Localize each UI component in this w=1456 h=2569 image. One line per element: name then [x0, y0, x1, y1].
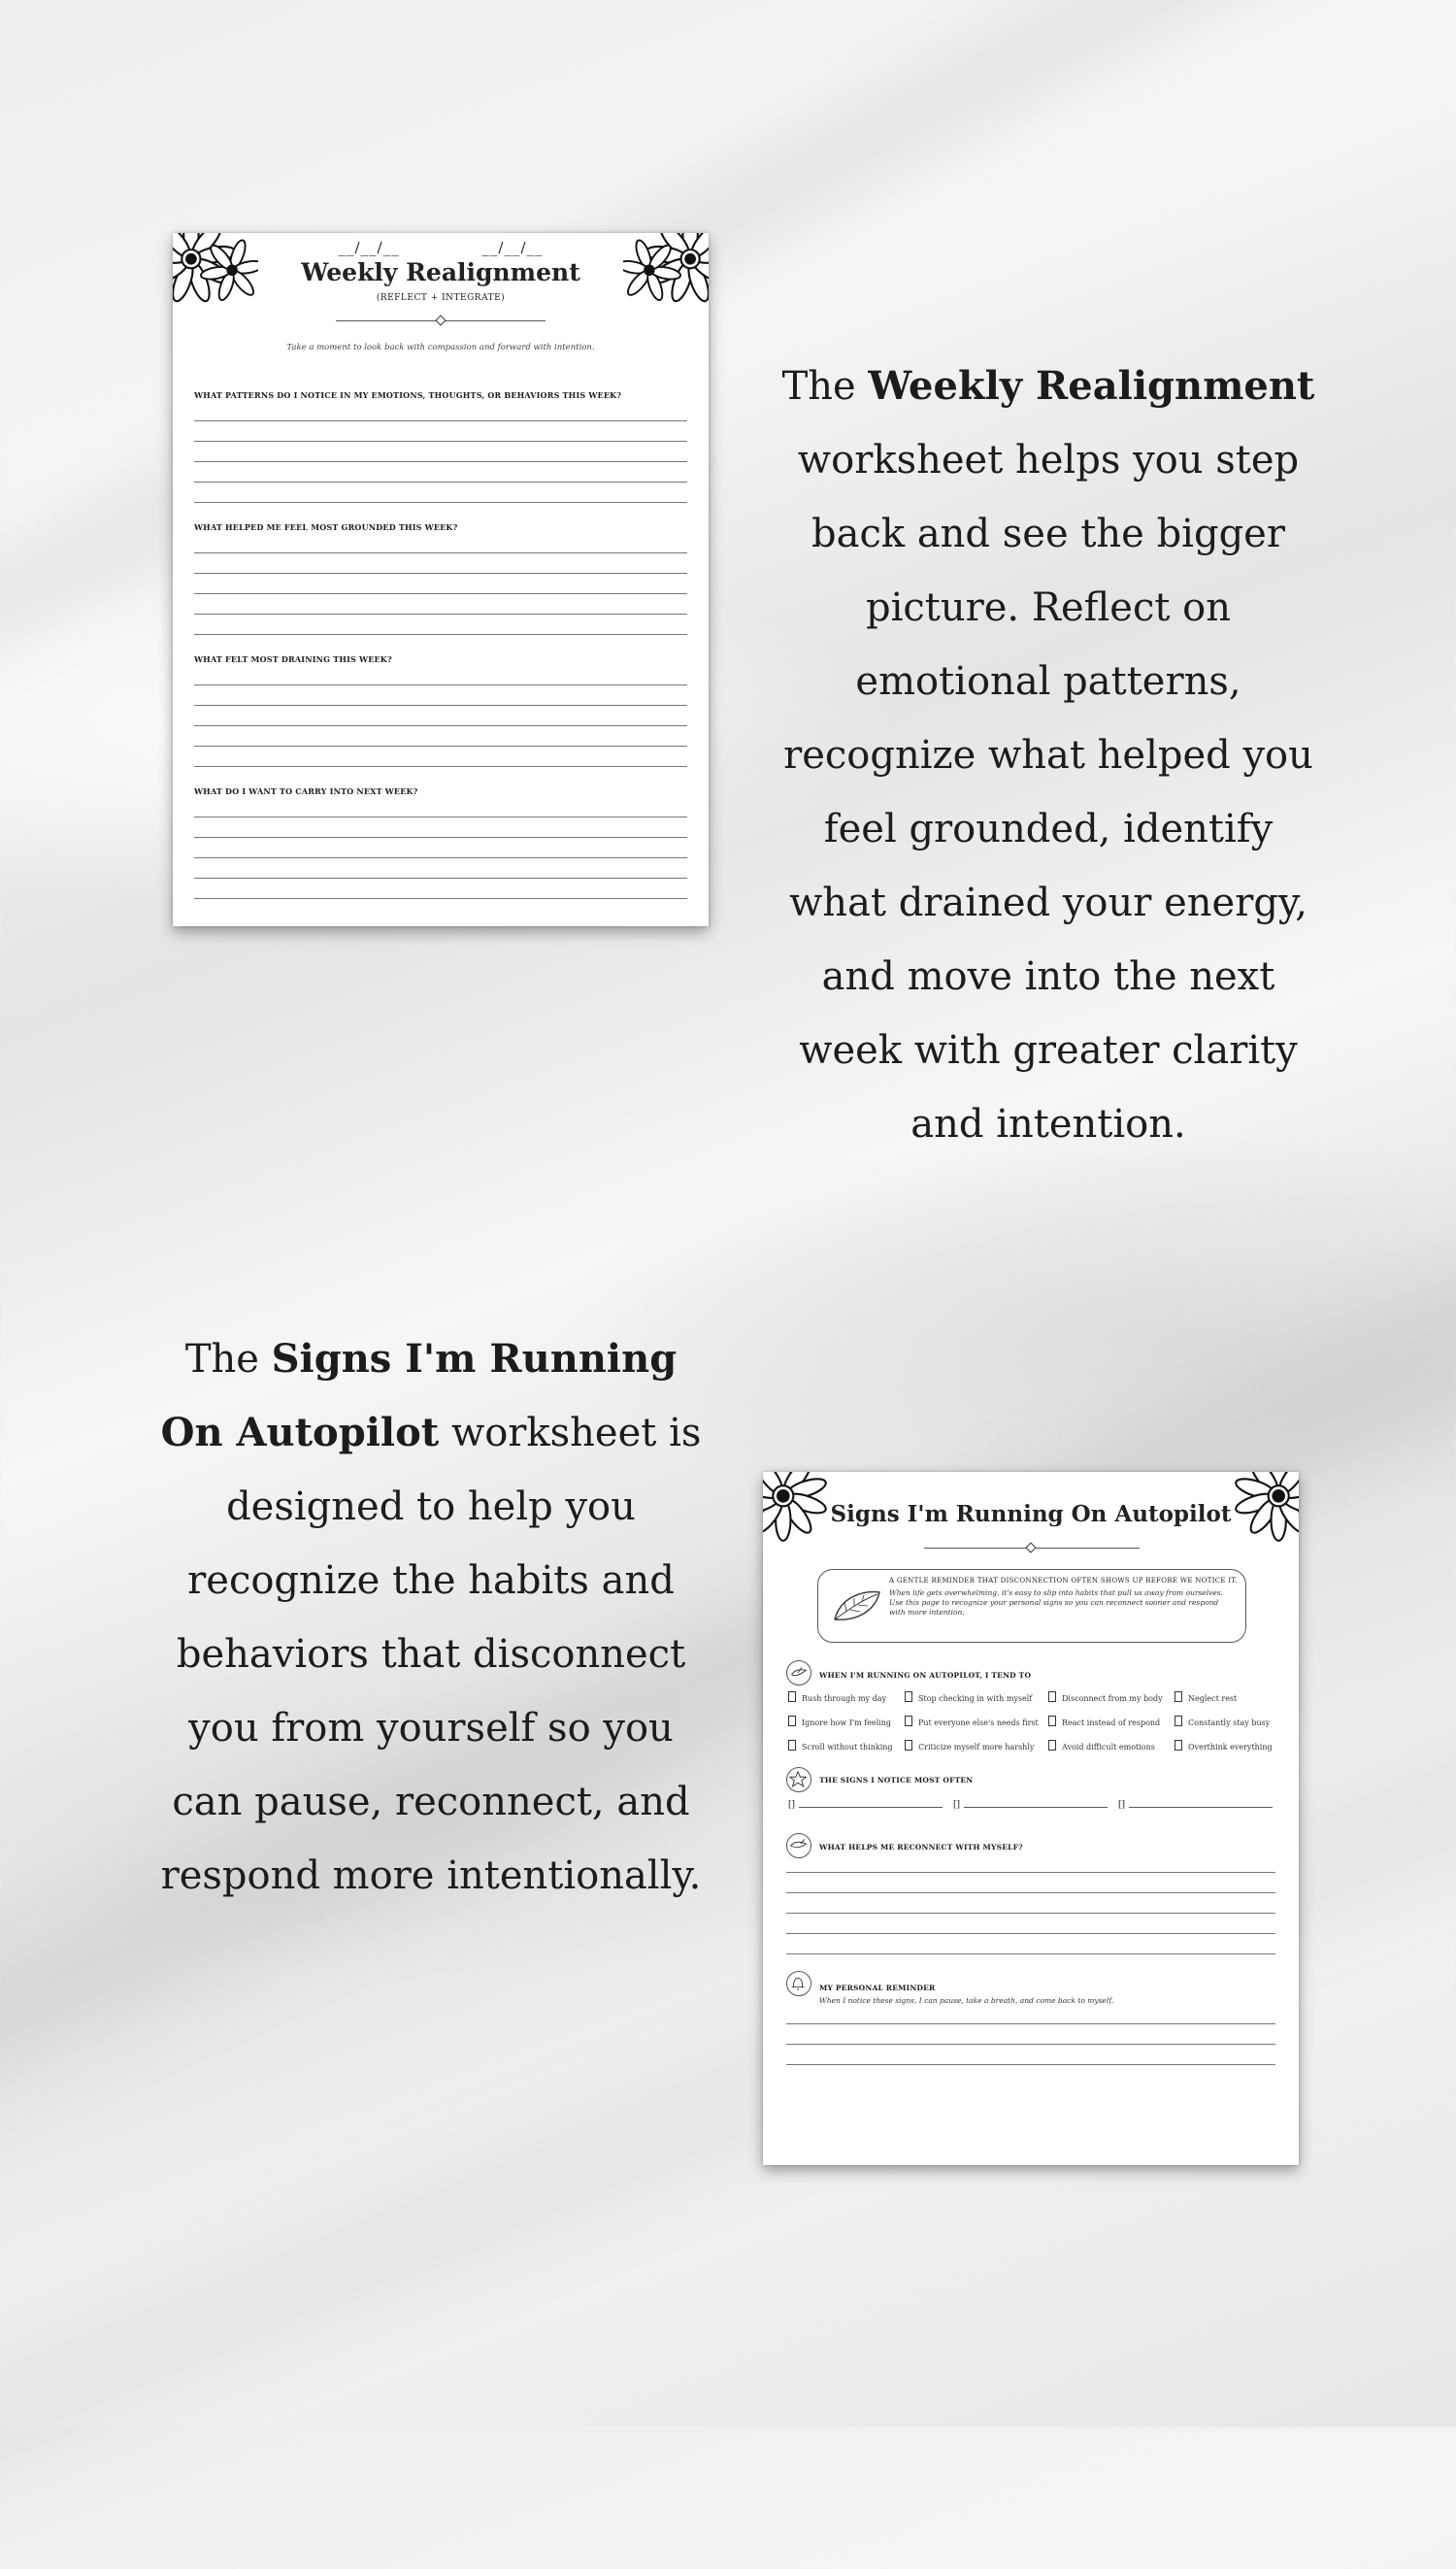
section-heading: THE SIGNS I NOTICE MOST OFTEN — [819, 1776, 974, 1785]
blank-line[interactable] — [799, 1807, 943, 1808]
checklist-label: Neglect rest — [1188, 1694, 1238, 1703]
bird-icon — [786, 1660, 811, 1685]
sign-checkbox[interactable]: [] — [953, 1800, 961, 1810]
checklist-item[interactable] — [1048, 1716, 1160, 1727]
sign-checkbox[interactable]: [] — [1118, 1800, 1126, 1810]
checklist-label: Scroll without thinking — [802, 1743, 893, 1752]
checkbox[interactable] — [1175, 1740, 1182, 1751]
checklist-label: Disconnect from my body — [1062, 1694, 1163, 1703]
leaf-icon — [831, 1586, 883, 1625]
writing-line[interactable] — [194, 766, 687, 767]
checklist-label: Overthink everything — [1188, 1743, 1273, 1752]
checklist-item[interactable] — [1175, 1716, 1270, 1727]
checklist-item[interactable] — [788, 1740, 893, 1752]
checkbox[interactable] — [905, 1691, 912, 1702]
question-label: WHAT HELPED ME FEEL MOST GROUNDED THIS WEEK? — [194, 522, 458, 532]
description-text: worksheet is designed to help you recognize the habits and behaviors that disconnect you from yourself so you can pause, reconnect, and respond more intentionally. — [160, 1411, 702, 1898]
blank-line[interactable] — [1129, 1807, 1273, 1808]
checklist-label: Put everyone else's needs first — [918, 1718, 1039, 1727]
writing-line[interactable] — [194, 705, 687, 706]
checklist-label: Rush through my day — [802, 1694, 887, 1703]
checklist-item[interactable] — [1048, 1691, 1163, 1703]
writing-line[interactable] — [194, 857, 687, 858]
checklist-item[interactable] — [1048, 1740, 1155, 1752]
writing-line[interactable] — [786, 2044, 1275, 2045]
worksheet-title: Weekly Realignment — [301, 258, 580, 286]
writing-line[interactable] — [194, 502, 687, 503]
section-heading: WHEN I'M RUNNING ON AUTOPILOT, I TEND TO — [819, 1671, 1032, 1680]
diamond-ornament-icon — [1025, 1542, 1036, 1552]
section-heading: WHAT HELPS ME RECONNECT WITH MYSELF? — [819, 1843, 1023, 1852]
checklist-item[interactable] — [905, 1740, 1034, 1752]
checklist-item[interactable] — [905, 1691, 1032, 1703]
question-label: WHAT PATTERNS DO I NOTICE IN MY EMOTIONS, THOUGHTS, OR BEHAVIORS THIS WEEK? — [194, 390, 622, 400]
writing-line[interactable] — [194, 441, 687, 442]
diamond-ornament-icon — [435, 315, 446, 325]
checkbox[interactable] — [788, 1716, 796, 1726]
date-field: __/__/__ — [481, 239, 544, 256]
writing-line[interactable] — [786, 1913, 1275, 1914]
writing-line[interactable] — [786, 1953, 1275, 1954]
star-icon — [786, 1767, 811, 1792]
checklist-item[interactable] — [905, 1716, 1039, 1727]
checkbox[interactable] — [788, 1740, 796, 1751]
checklist-label: Criticize myself more harshly — [918, 1743, 1035, 1752]
writing-line[interactable] — [786, 1872, 1275, 1873]
writing-line[interactable] — [194, 837, 687, 838]
checklist-item[interactable] — [1175, 1740, 1273, 1752]
question-label: WHAT FELT MOST DRAINING THIS WEEK? — [194, 654, 392, 664]
blank-line[interactable] — [964, 1807, 1108, 1808]
question-label: WHAT DO I WANT TO CARRY INTO NEXT WEEK? — [194, 786, 418, 796]
sign-entry[interactable] — [953, 1800, 1108, 1810]
writing-line[interactable] — [194, 746, 687, 747]
date-field: __/__/__ — [338, 239, 400, 256]
writing-line[interactable] — [194, 725, 687, 726]
checkbox[interactable] — [1048, 1740, 1056, 1751]
writing-line[interactable] — [194, 898, 687, 899]
writing-line[interactable] — [194, 482, 687, 483]
description-prefix: The — [781, 364, 869, 409]
worksheet-intro: Take a moment to look back with compassion and forward with intention. — [286, 343, 595, 352]
checkbox[interactable] — [1048, 1716, 1056, 1726]
checklist-label: Stop checking in with myself — [918, 1694, 1033, 1703]
sign-entry[interactable] — [1118, 1800, 1273, 1810]
description-title: Signs I'm Running On Autopilot — [160, 1336, 678, 1455]
checkbox[interactable] — [788, 1691, 796, 1702]
checklist-label: Avoid difficult emotions — [1062, 1743, 1155, 1752]
checklist-label: Constantly stay busy — [1188, 1718, 1271, 1727]
section-heading: MY PERSONAL REMINDER — [819, 1984, 936, 1992]
checklist-label: Ignore how I'm feeling — [802, 1718, 892, 1727]
checkbox[interactable] — [1048, 1691, 1056, 1702]
writing-line[interactable] — [786, 2064, 1275, 2065]
personal-reminder-text: When I notice these signs, I can pause, take a breath, and come back to myself. — [819, 1996, 1114, 2005]
checkbox[interactable] — [905, 1716, 912, 1726]
sign-entry[interactable] — [788, 1800, 943, 1810]
writing-line[interactable] — [194, 614, 687, 615]
reminder-text: When life gets overwhelming, it's easy to slip into habits that pull us away from ourselves. Use this page to recognize your personal signs so you can reconnect sooner and respond with more intention. — [889, 1588, 1224, 1617]
writing-line[interactable] — [194, 684, 687, 685]
checklist-item[interactable] — [1175, 1691, 1237, 1703]
writing-line[interactable] — [194, 420, 687, 421]
worksheet-title: Signs I'm Running On Autopilot — [830, 1501, 1232, 1527]
sign-checkbox[interactable]: [] — [788, 1800, 796, 1810]
writing-line[interactable] — [194, 573, 687, 574]
checkbox[interactable] — [1175, 1716, 1182, 1726]
checkbox[interactable] — [905, 1740, 912, 1751]
bell-icon — [786, 1971, 811, 1996]
writing-line[interactable] — [194, 878, 687, 879]
checklist-item[interactable] — [788, 1716, 891, 1727]
description-prefix: The — [184, 1337, 272, 1382]
checkbox[interactable] — [1175, 1691, 1182, 1702]
autopilot-worksheet — [763, 1472, 1299, 2165]
writing-line[interactable] — [786, 1892, 1275, 1893]
writing-line[interactable] — [194, 593, 687, 594]
writing-line[interactable] — [786, 1933, 1275, 1934]
checklist-item[interactable] — [788, 1691, 886, 1703]
worksheet-subtitle: (REFLECT + INTEGRATE) — [376, 293, 506, 303]
date-fields — [173, 239, 709, 256]
writing-line[interactable] — [194, 634, 687, 635]
weekly-realignment-description — [777, 350, 1320, 1161]
bird-icon — [786, 1833, 811, 1858]
checklist-label: React instead of respond — [1062, 1718, 1161, 1727]
description-title: Weekly Realignment — [868, 363, 1315, 409]
writing-line[interactable] — [194, 461, 687, 462]
autopilot-description — [151, 1322, 711, 1913]
weekly-realignment-worksheet — [173, 233, 709, 926]
writing-line[interactable] — [194, 552, 687, 553]
writing-line[interactable] — [786, 2023, 1275, 2024]
reminder-heading: A GENTLE REMINDER THAT DISCONNECTION OFTEN SHOWS UP BEFORE WE NOTICE IT. — [889, 1577, 1238, 1585]
description-text: worksheet helps you step back and see the bigger picture. Reflect on emotional patterns, recognize what helped you feel grounded, identify what drained your energy, and move into the next week with greater clarity and intention. — [783, 438, 1313, 1147]
